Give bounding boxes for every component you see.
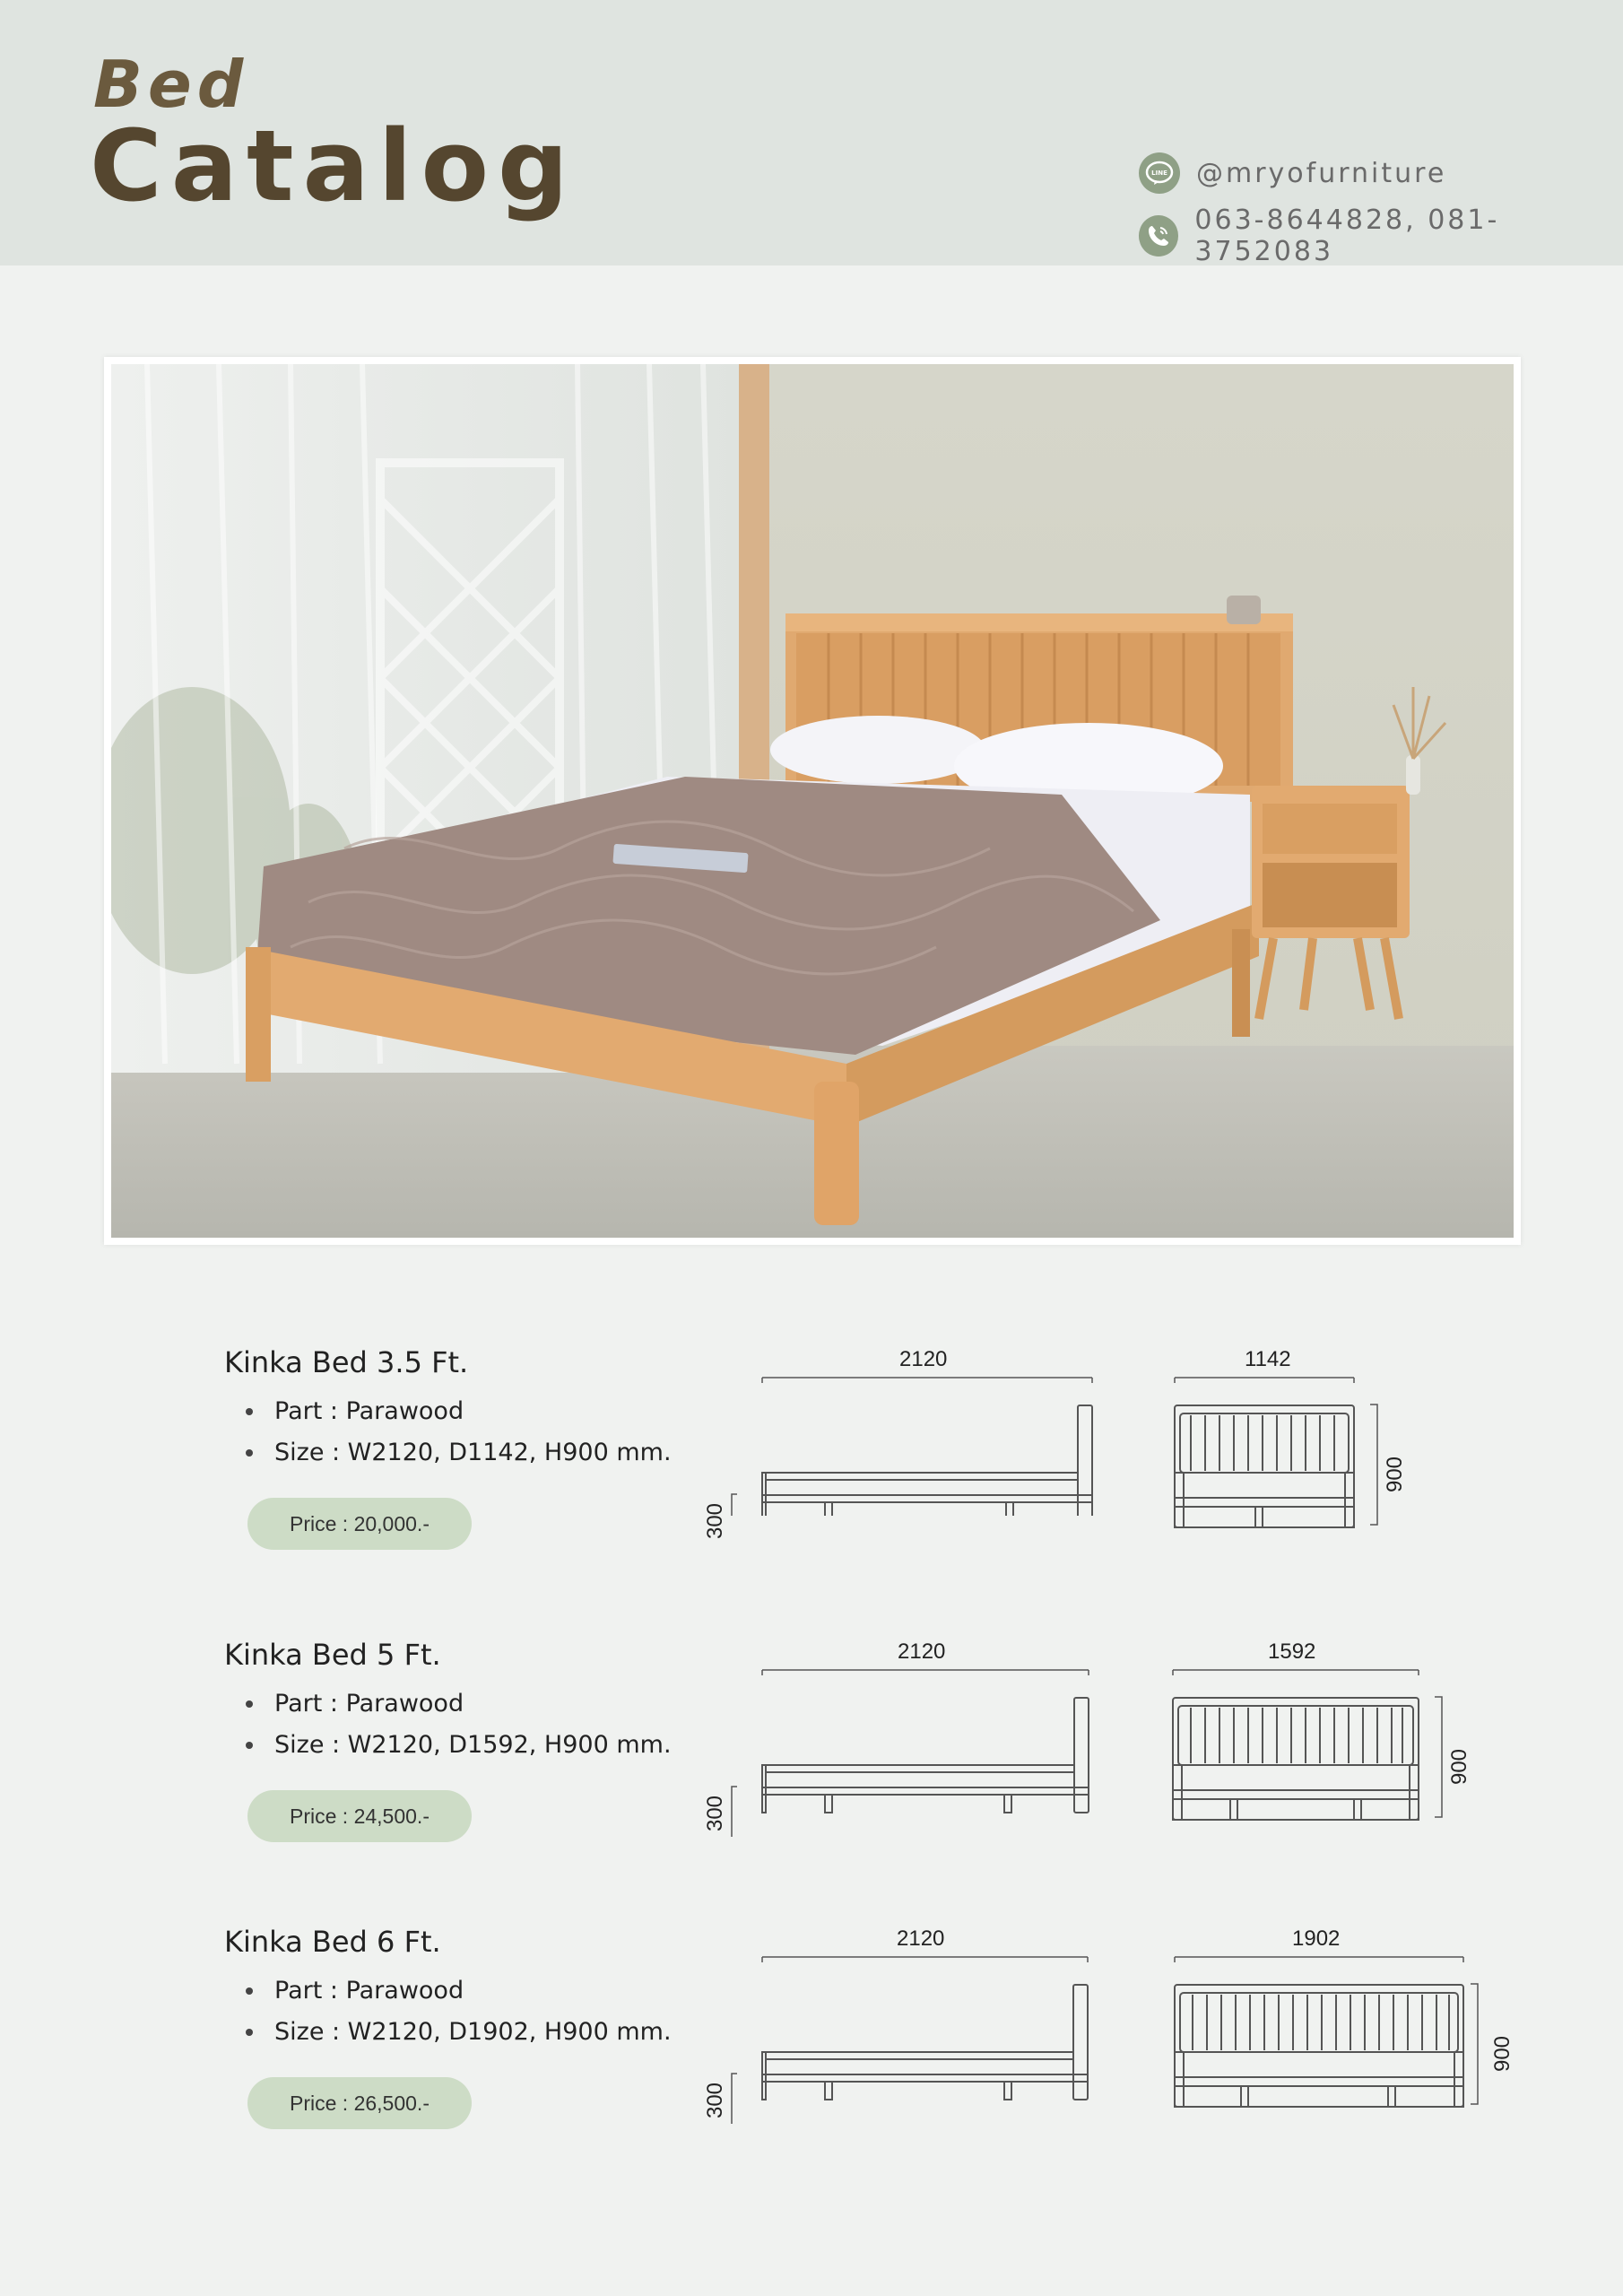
product-name: Kinka Bed 6 Ft. (224, 1925, 441, 1959)
catalog-header (0, 0, 1623, 265)
phone-contact[interactable] (1139, 204, 1623, 267)
price-badge[interactable]: Price : 24,500.- (247, 1790, 472, 1842)
product-size: Size : W2120, D1142, H900 mm. (246, 1439, 672, 1466)
line-handle[interactable]: @mryofurniture (1196, 157, 1447, 189)
svg-text:LINE: LINE (1151, 170, 1167, 177)
side-view-drawing (726, 1665, 1103, 1844)
product-part: Part : Parawood (246, 1690, 464, 1718)
dim-length: 2120 (897, 1926, 945, 1951)
price-badge[interactable]: Price : 20,000.- (247, 1498, 472, 1550)
side-view-drawing (726, 1952, 1103, 2131)
product-kinka-6 (0, 1925, 1623, 2158)
front-view-drawing (1166, 1372, 1399, 1552)
dim-base-height: 300 (703, 1795, 728, 1832)
title-small: Bed (93, 47, 249, 122)
side-view-drawing (726, 1372, 1103, 1516)
product-kinka-5 (0, 1638, 1623, 1871)
product-part: Part : Parawood (246, 1977, 464, 2005)
phone-numbers[interactable]: 063-8644828, 081-3752083 (1194, 204, 1500, 267)
product-kinka-3-5 (0, 1345, 1623, 1578)
dim-length: 2120 (899, 1347, 948, 1371)
line-icon (1139, 152, 1180, 194)
dim-height: 900 (1490, 2035, 1515, 2073)
title-big: Catalog (90, 109, 577, 223)
line-contact[interactable] (1139, 152, 1446, 194)
bed-photo (104, 357, 1521, 1245)
dim-width: 1592 (1268, 1639, 1316, 1664)
phone-icon (1139, 215, 1178, 257)
dim-height: 900 (1383, 1456, 1408, 1493)
dim-width: 1142 (1245, 1347, 1291, 1371)
bed-photo-illustration (111, 364, 1514, 1238)
dim-base-height: 300 (703, 2082, 728, 2119)
front-view-drawing (1166, 1952, 1488, 2131)
product-part: Part : Parawood (246, 1397, 464, 1425)
product-name: Kinka Bed 3.5 Ft. (224, 1345, 469, 1379)
product-size: Size : W2120, D1902, H900 mm. (246, 2018, 672, 2046)
product-size: Size : W2120, D1592, H900 mm. (246, 1731, 672, 1759)
dim-width: 1902 (1292, 1926, 1341, 1951)
product-name: Kinka Bed 5 Ft. (224, 1638, 441, 1672)
dim-height: 900 (1447, 1748, 1472, 1786)
price-badge[interactable]: Price : 26,500.- (247, 2077, 472, 2129)
front-view-drawing (1166, 1665, 1471, 1844)
dim-length: 2120 (898, 1639, 946, 1664)
dim-base-height: 300 (703, 1502, 728, 1540)
